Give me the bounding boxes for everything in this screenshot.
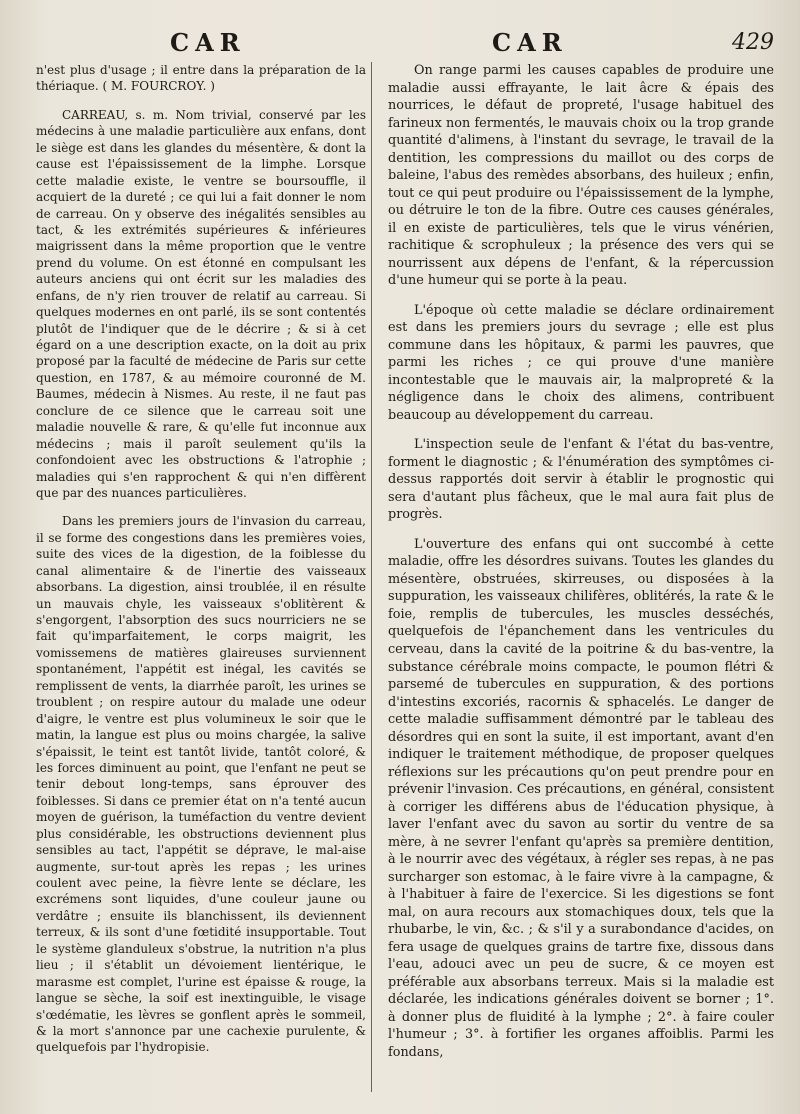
paragraph: L'inspection seule de l'enfant & l'état du bas-ventre, forment le diagnostic ; & l'énumération des symptômes ci-dessus rapportés doit servir à établir le prognostic qui sera d'autant plus fâcheux, que le mal aura fait plus de progrès. bbox=[388, 437, 774, 523]
paragraph: L'époque où cette maladie se déclare ordinairement est dans les premiers jours du sevrage ; elle est plus commune dans les hôpitaux, & parmi les pauvres, que parmi les riches ; ce qui prouve d'une manière incontestable que le mauvais air, la malpropreté & la négligence dans le choix des alimens, contribuent beaucoup au développement du carreau. bbox=[388, 302, 774, 423]
left-column bbox=[36, 62, 366, 1068]
running-header bbox=[0, 28, 800, 58]
paragraph: Dans les premiers jours de l'invasion du carreau, il se forme des congestions dans les premières voies, suite des vices de la digestion, de la foiblesse du canal alimentaire & de l'inertie des vaisseaux absorbans. La digestion, ainsi troublée, il en résulte un mauvais chyle, les vaisseaux s'oblitèrent & s'engorgent, l'absorption des sucs nourriciers ne se fait qu'imparfaitement, le corps maigrit, les vomissemens de matières glaireuses surviennent spontanément, l'appétit est inégal, les cavités se remplissent de vents, la diarrhée paroît, les urines se troublent ; on respire autour du malade une odeur d'aigre, le ventre est plus volumineux le soir que le matin, la langue est plus ou moins chargée, la salive s'épaissit, le teint est tantôt livide, tantôt coloré, & les forces diminuent au point, que l'enfant ne peut se tenir debout long-temps, sans éprouver des foiblesses. Si dans ce premier état on n'a tenté aucun moyen de guérison, la tuméfaction du ventre devient plus considérable, les obstructions deviennent plus sensibles au tact, l'appétit se déprave, le mal-aise augmente, sur-tout après les repas ; les urines coulent avec peine, la fièvre lente se déclare, les excrémens sont liquides, d'une couleur jaune ou verdâtre ; ensuite ils blanchissent, ils deviennent terreux, & ils sont d'une fœtidité insupportable. Tout le système glanduleux s'obstrue, la nutrition n'a plus lieu ; il s'établit un dévoiement lientérique, le marasme est complet, l'urine est épaisse & rouge, la langue se sèche, la soif est inextinguible, le visage s'œdématie, les lèvres se gonflent après le sommeil, & la mort s'annonce par une cachexie purulente, & quelquefois par l'hydropisie. bbox=[36, 514, 366, 1055]
page-number: 429 bbox=[732, 30, 774, 55]
right-column bbox=[388, 62, 774, 1073]
running-head-right: CAR bbox=[492, 28, 568, 57]
paragraph: n'est plus d'usage ; il entre dans la préparation de la thériaque. ( M. FOURCROY. ) bbox=[36, 63, 366, 94]
paragraph: L'ouverture des enfans qui ont succombé à cette maladie, offre les désordres suivans. Toutes les glandes du mésentère, obstruées, skirreuses, ou disposées à la suppuration, les vaisseaux chilifères, oblitérés, la rate & le foie, remplis de tubercules, les muscles desséchés, quelquefois de l'épanchement dans les ventricules du cerveau, dans la cavité de la poitrine & du bas-ventre, la substance cérébrale moins compacte, le poumon flétri & parsemé de tubercules en suppuration, & des portions d'intestins excoriés, racornis & sphacelés. Le danger de cette maladie suffisamment démontré par le tableau des désordres qui en sont la suite, il est important, avant d'en indiquer le traitement méthodique, de proposer quelques réflexions sur les précautions qu'on peut prendre pour en prévenir l'invasion. Ces précautions, en général, consistent à corriger les différens abus de l'éducation physique, à laver l'enfant avec du savon au sortir du ventre de sa mère, à ne sevrer l'enfant qu'après sa première dentition, à le nourrir avec des végétaux, à régler ses repas, à ne pas surcharger son estomac, à le faire vivre à la campagne, & à l'habituer à faire de l'exercice. Si les digestions se font mal, on aura recours aux stomachiques doux, tels que la rhubarbe, le vin, &c. ; & s'il y a surabondance d'acides, on fera usage de quelques grains de tartre fixe, dissous dans l'eau, adouci avec un peu de sucre, & ce moyen est préférable aux absorbans terreux. Mais si la maladie est déclarée, les indications générales doivent se borner ; 1°. à donner plus de fluidité à la lymphe ; 2°. à faire couler l'humeur ; 3°. à fortifier les organes affoiblis. Parmi les fondans, bbox=[388, 536, 774, 1060]
paragraph: On range parmi les causes capables de produire une maladie aussi effrayante, le lait âcre & épais des nourrices, le défaut de propreté, l'usage habituel des farineux non fermentés, le mauvais choix ou la trop grande quantité d'alimens, à l'instant du sevrage, le travail de la dentition, les compressions du maillot ou des corps de baleine, l'abus des remèdes absorbans, des huileux ; enfin, tout ce qui peut produire ou l'épaississement de la lymphe, ou détruire le ton de la fibre. Outre ces causes générales, il en existe de particulières, tels que le virus vénérien, rachitique & scrophuleux ; la présence des vers qui se nourrissent aux dépens de l'enfant, & la répercussion d'une humeur qui se porte à la peau. bbox=[388, 63, 774, 289]
running-head-left: CAR bbox=[170, 28, 246, 57]
column-divider bbox=[371, 62, 372, 1092]
paragraph: CARREAU, s. m. Nom trivial, conservé par les médecins à une maladie particulière aux enfans, dont le siège est dans les glandes du mésentère, & dont la cause est l'épaississement de la limphe. Lorsque cette maladie existe, le ventre se boursouffle, il acquiert de la dureté ; ce qui lui a fait donner le nom de carreau. On y observe des inégalités sensibles au tact, & les extrémités supérieures & inférieures maigrissent dans la même proportion que le ventre prend du volume. On est étonné en compulsant les auteurs anciens qui ont écrit sur les maladies des enfans, de n'y rien trouver de relatif au carreau. Si quelques modernes en ont parlé, ils se sont contentés plutôt de l'indiquer que de le décrire ; & si à cet égard on a une description exacte, on la doit au prix proposé par la faculté de médecine de Paris sur cette question, en 1787, & au mémoire couronné de M. Baumes, médecin à Nismes. Au reste, il ne faut pas conclure de ce silence que le carreau soit une maladie nouvelle & rare, & qu'elle fut inconnue aux médecins ; mais il paroît seulement qu'ils la confondoient avec les obstructions & l'atrophie ; maladies qui s'en rapprochent & qui n'en diffèrent que par des nuances particulières. bbox=[36, 107, 366, 500]
